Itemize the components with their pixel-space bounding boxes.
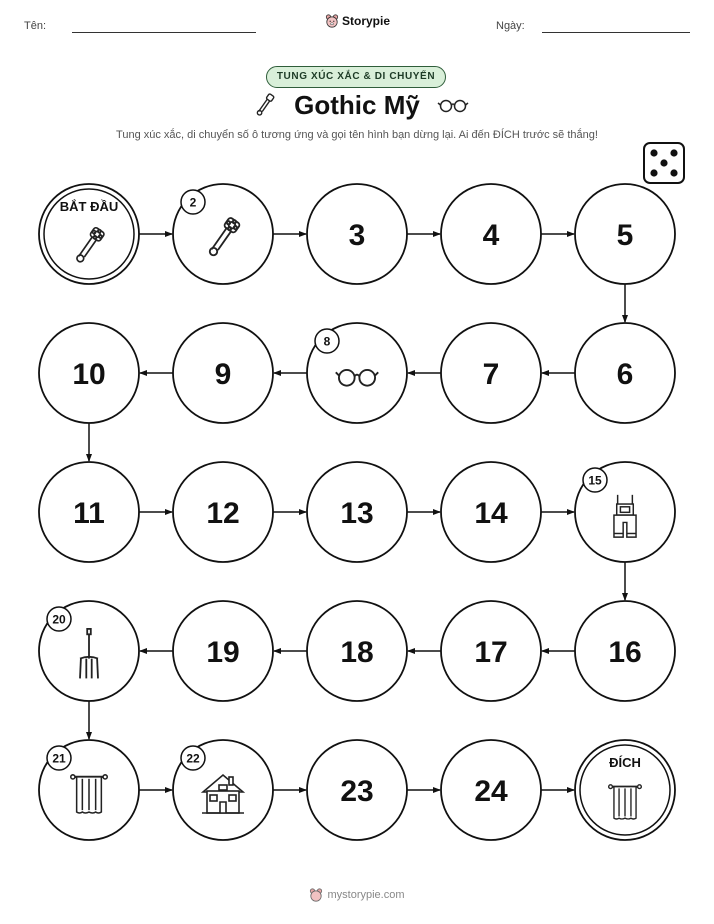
space-number: 9 (214, 358, 232, 391)
curtain-icon (71, 775, 107, 813)
board-space-20 (39, 601, 139, 701)
board-space-16 (575, 601, 675, 701)
board-space-13 (307, 462, 407, 562)
board-space-19 (173, 601, 273, 701)
bear-logo-icon (309, 888, 323, 902)
board-space-18 (307, 601, 407, 701)
start-label: BẮT ĐẦU (59, 199, 119, 214)
space-number: 18 (340, 636, 374, 669)
board-space-8 (307, 323, 407, 423)
name-label: Tên: (24, 20, 47, 32)
footer-url: mystorypie.com (327, 889, 405, 901)
curtain-icon (609, 785, 642, 819)
board-space-4 (441, 184, 541, 284)
space-number-badge: 2 (189, 195, 197, 210)
space-number: 11 (73, 497, 105, 530)
board-space-14 (441, 462, 541, 562)
space-number-badge: 20 (52, 612, 66, 627)
board-space-17 (441, 601, 541, 701)
board-space-24 (441, 740, 541, 840)
space-number: 24 (474, 775, 508, 808)
finish-label: ĐÍCH (609, 755, 641, 770)
space-number: 17 (474, 636, 508, 669)
board-space-23 (307, 740, 407, 840)
activity-tag: TUNG XÚC XẮC & DI CHUYỂN (266, 66, 446, 88)
board-space-21 (39, 740, 139, 840)
space-number-badge: 21 (52, 751, 66, 766)
space-number: 19 (206, 636, 240, 669)
date-label: Ngày: (496, 20, 525, 32)
space-number: 14 (474, 497, 508, 530)
brand-name: Storypie (342, 14, 391, 28)
space-number: 23 (340, 775, 374, 808)
board-space-15 (575, 462, 675, 562)
board-space-11 (39, 462, 139, 562)
space-number: 6 (616, 358, 634, 391)
board-space-5 (575, 184, 675, 284)
board-space-1 (39, 184, 139, 284)
instructions-text: Tung xúc xắc, di chuyển số ô tương ứng và gọi tên hình bạn dừng lại. Ai đến ĐÍCH trước sẽ thắng! (116, 129, 598, 141)
board-space-2 (173, 184, 273, 284)
space-number: 13 (340, 497, 374, 530)
board-space-12 (173, 462, 273, 562)
space-number: 16 (608, 636, 642, 669)
board-space-25 (575, 740, 675, 840)
board-space-10 (39, 323, 139, 423)
space-number: 7 (482, 358, 500, 391)
board-space-9 (173, 323, 273, 423)
board-space-6 (575, 323, 675, 423)
space-number: 4 (482, 219, 500, 252)
board-space-3 (307, 184, 407, 284)
space-number: 10 (72, 358, 106, 391)
page-title: Gothic Mỹ (294, 90, 420, 120)
space-number: 5 (616, 219, 634, 252)
space-number-badge: 22 (186, 751, 200, 766)
space-number-badge: 8 (323, 334, 331, 349)
space-number: 12 (206, 497, 240, 530)
board-space-7 (441, 323, 541, 423)
space-number: 3 (348, 219, 366, 252)
footer (0, 888, 714, 902)
space-number-badge: 15 (588, 473, 602, 488)
board-space-22 (173, 740, 273, 840)
